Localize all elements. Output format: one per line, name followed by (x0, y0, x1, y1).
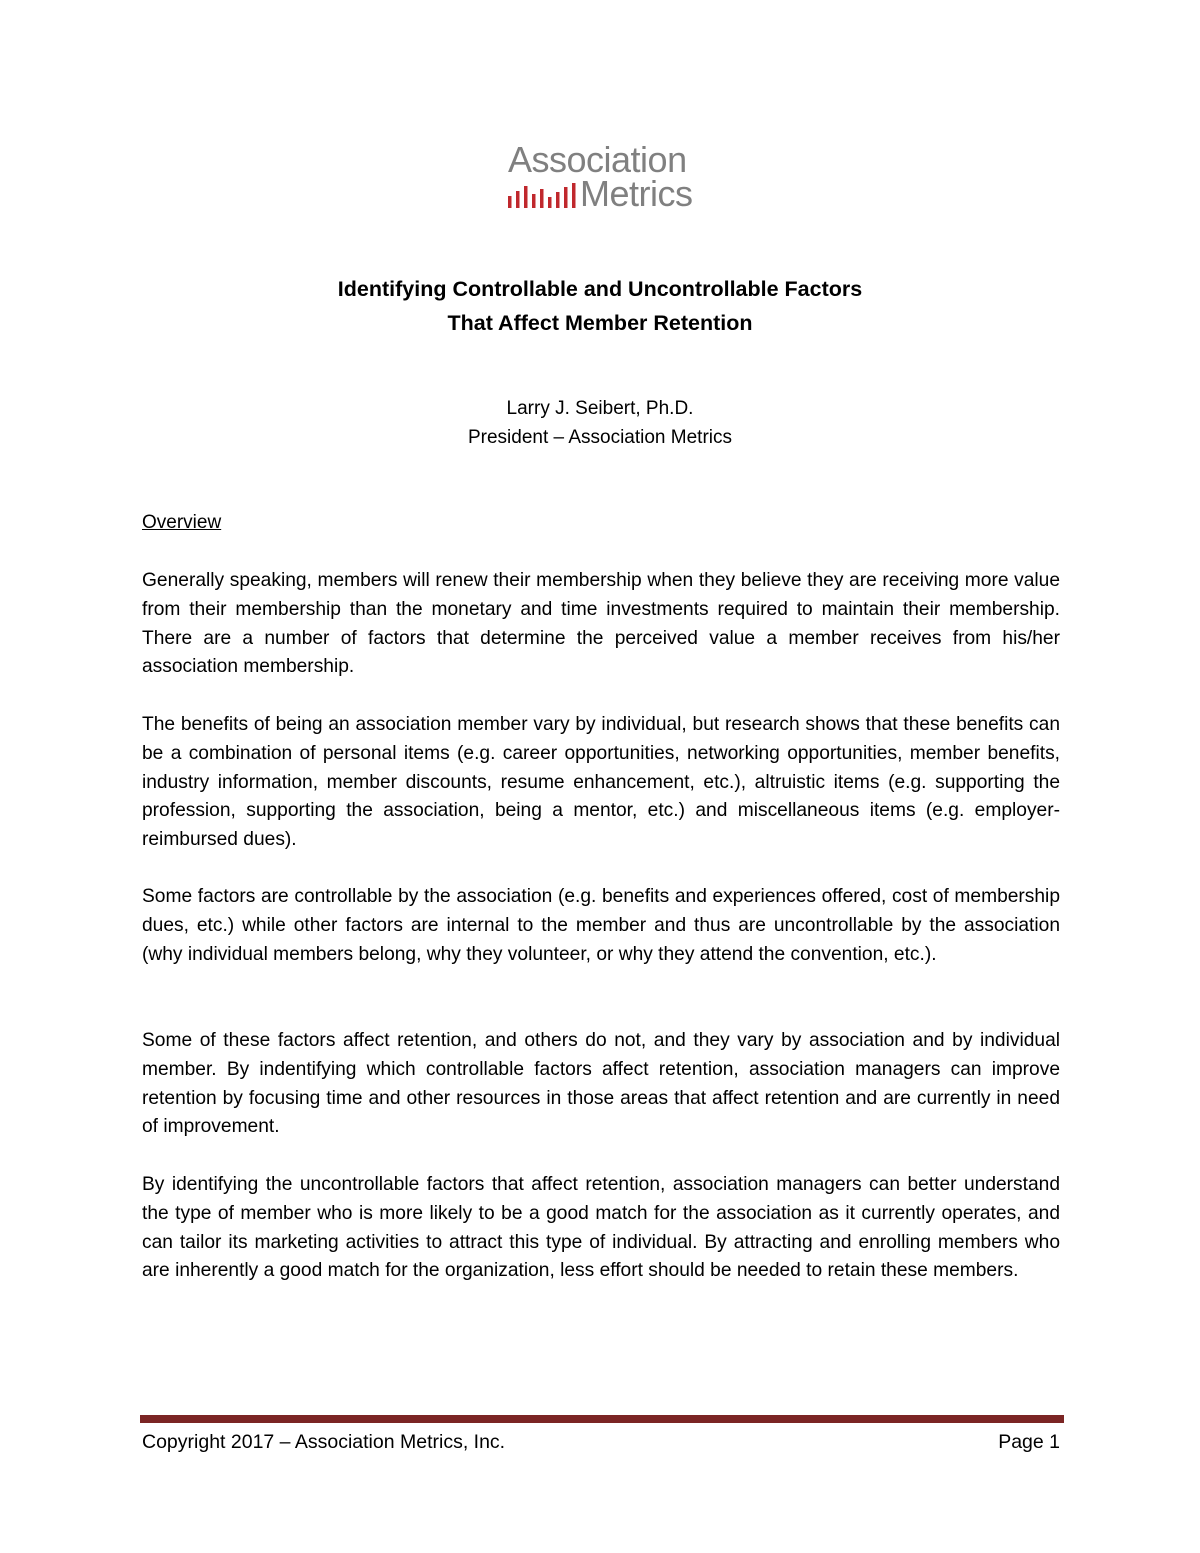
paragraph-3: Some factors are controllable by the association (e.g. benefits and experiences offered, cost of membership dues, etc.) while other factors are internal to the member and thus are uncontrollable by the association (why individual members belong, why they volunteer, or why they attend the convention, etc.). (142, 886, 1060, 965)
paragraph-1: Generally speaking, members will renew their membership when they believe they are receiving more value from their membership than the monetary and time investments required to maintain their membership. There are a number of factors that determine the perceived value a member receives from his/her association membership. (142, 570, 1060, 678)
author-name: Larry J. Seibert, Ph.D. (506, 398, 694, 419)
title-line-2: That Affect Member Retention (447, 311, 753, 335)
title-line-1: Identifying Controllable and Uncontrollable Factors (337, 277, 863, 301)
footer-divider (140, 1415, 1064, 1423)
association-metrics-logo (505, 140, 705, 212)
paragraph-2: The benefits of being an association member vary by individual, but research shows that these benefits can be a combination of personal items (e.g. career opportunities, networking opportunities, member benefits, industry information, member discounts, resume enhancement, etc.), altruistic items (e.g. supporting the profession, supporting the association, being a mentor, etc.) and miscellaneous items (e.g. employer-reimbursed dues). (142, 714, 1060, 851)
overview-heading: Overview (142, 512, 222, 533)
author-role: President – Association Metrics (467, 427, 732, 448)
logo-text-association: Association (508, 139, 687, 180)
footer-copyright: Copyright 2017 – Association Metrics, Inc. (142, 1431, 506, 1453)
paragraph-4: Some of these factors affect retention, and others do not, and they vary by association and by individual member. By indentifying which controllable factors affect retention, association managers can improve retention by focusing time and other resources in those areas that affect retention and are currently in need of improvement. (142, 1030, 1060, 1138)
document-title (0, 272, 1200, 340)
author-block (0, 394, 1200, 452)
footer-page-number: Page 1 (998, 1431, 1060, 1453)
bar-chart-icon (508, 182, 578, 208)
logo-text-metrics: Metrics (580, 173, 693, 214)
paragraph-5: By identifying the uncontrollable factors that affect retention, association managers can better understand the type of member who is more likely to be a good match for the association as it currently operates, and can tailor its marketing activities to attract this type of individual. By attracting and enrolling members who are inherently a good match for the organization, less effort should be needed to retain these members. (142, 1174, 1060, 1282)
